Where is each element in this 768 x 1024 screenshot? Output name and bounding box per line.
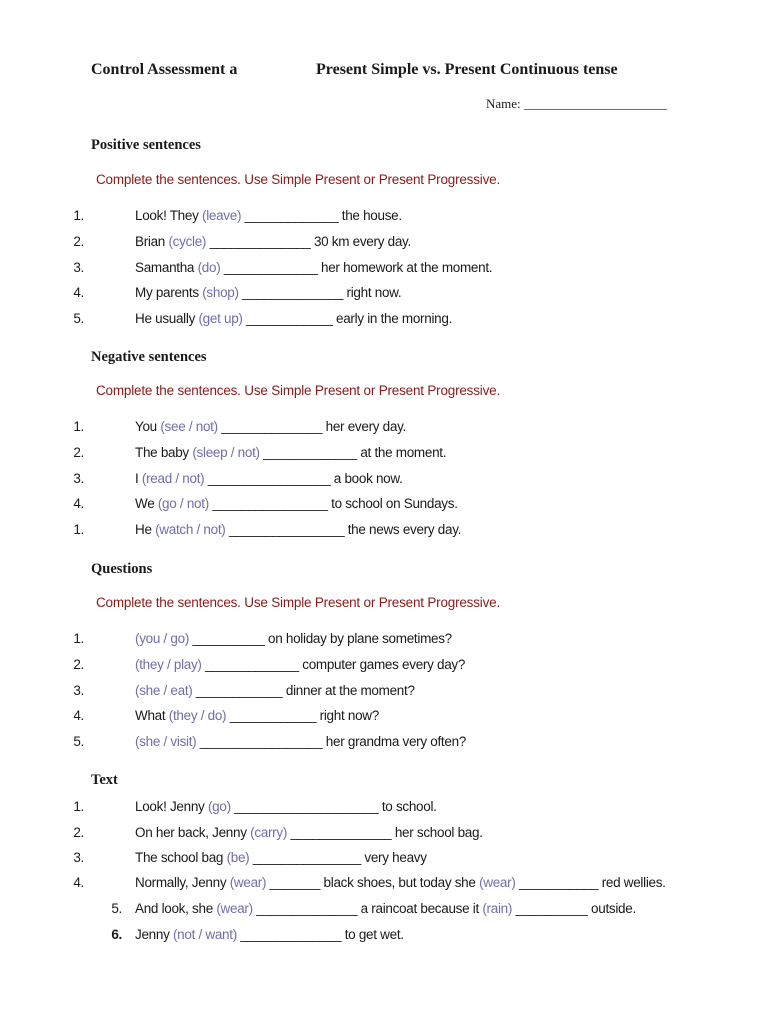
section-heading-positive: Positive sentences xyxy=(91,137,201,153)
exercise-item xyxy=(0,234,768,254)
text-exercise-item xyxy=(0,799,768,819)
sentence-text: __________ outside. xyxy=(512,901,636,916)
item-sentence xyxy=(135,657,465,672)
sentence-text: My parents xyxy=(135,285,203,301)
exercise-item xyxy=(0,471,768,491)
sentence-text: ____________ early in the morning. xyxy=(242,311,453,327)
verb-hint: (wear) xyxy=(216,901,253,916)
item-sentence xyxy=(135,260,492,275)
sentence-text: Samantha xyxy=(135,259,198,275)
verb-hint: (watch / not) xyxy=(155,522,226,538)
verb-hint: (go) xyxy=(207,799,231,814)
worksheet-topic-title: Present Simple vs. Present Continuous tense xyxy=(316,61,618,78)
sentence-text: ________________ to school on Sundays. xyxy=(208,496,458,512)
exercise-item xyxy=(0,285,768,305)
sentence-text: Look! Jenny xyxy=(135,799,208,814)
sentence-text: Normally, Jenny xyxy=(135,875,230,890)
item-sentence xyxy=(135,927,404,942)
sentence-text: _______________ very heavy xyxy=(249,850,427,865)
item-sentence xyxy=(135,311,452,326)
item-sentence xyxy=(135,734,466,749)
item-sentence xyxy=(135,850,427,865)
item-number: 6. xyxy=(111,927,122,942)
exercise-item xyxy=(0,734,768,754)
verb-hint: (do) xyxy=(197,259,221,275)
verb-hint: (not / want) xyxy=(172,927,237,942)
item-sentence xyxy=(135,522,461,537)
sentence-text: ____________________ to school. xyxy=(230,799,437,814)
text-exercise-item xyxy=(0,901,768,921)
item-sentence xyxy=(135,708,379,723)
item-number: 1. xyxy=(73,419,84,434)
section-heading-text: Text xyxy=(91,772,118,788)
instruction-negative: Complete the sentences. Use Simple Present or Present Progressive. xyxy=(96,383,500,398)
verb-hint: (rain) xyxy=(482,901,513,916)
item-sentence xyxy=(135,285,401,300)
verb-hint: (you / go) xyxy=(135,631,190,646)
verb-hint: (leave) xyxy=(202,208,242,223)
exercise-item xyxy=(0,496,768,516)
section-heading-questions: Questions xyxy=(91,561,153,577)
sentence-text: __________ on holiday by plane sometimes? xyxy=(189,631,452,646)
text-exercise-item xyxy=(0,875,768,895)
sentence-text: _______ black shoes, but today she xyxy=(266,875,480,890)
item-number: 5. xyxy=(73,734,84,750)
exercise-item xyxy=(0,208,768,228)
sentence-text: _____________ at the moment. xyxy=(259,444,447,460)
verb-hint: (get up) xyxy=(198,311,243,327)
item-number: 2. xyxy=(73,656,84,672)
exercise-item xyxy=(0,445,768,465)
sentence-text: And look, she xyxy=(135,901,217,916)
item-number: 4. xyxy=(73,875,84,890)
item-number: 2. xyxy=(73,444,84,460)
verb-hint: (wear) xyxy=(229,875,267,890)
text-exercise-item xyxy=(0,850,768,870)
item-number: 2. xyxy=(73,233,84,249)
sentence-text: ________________ the news every day. xyxy=(225,522,462,538)
sentence-text: What xyxy=(135,708,169,724)
assessment-title: Control Assessment a xyxy=(91,61,238,78)
sentence-text: Jenny xyxy=(135,927,173,942)
sentence-text: _____________ computer games every day? xyxy=(201,656,466,672)
sentence-text: ___________ red wellies. xyxy=(515,875,666,890)
name-field-label: Name: ______________________ xyxy=(486,96,667,111)
item-sentence xyxy=(135,471,403,486)
section-heading-negative: Negative sentences xyxy=(91,349,207,365)
item-number: 2. xyxy=(73,825,84,840)
item-sentence xyxy=(135,683,415,698)
sentence-text: _____________ her homework at the moment. xyxy=(220,259,493,275)
sentence-text: The baby xyxy=(135,444,193,460)
text-exercise-item xyxy=(0,825,768,845)
item-number: 1. xyxy=(73,631,84,646)
verb-hint: (cycle) xyxy=(168,233,207,249)
sentence-text: ______________ to get wet. xyxy=(236,927,404,942)
sentence-text: ______________ her every day. xyxy=(217,419,406,434)
sentence-text: ______________ a raincoat because it xyxy=(252,901,483,916)
sentence-text: ______________ her school bag. xyxy=(287,825,483,840)
sentence-text: ____________ right now? xyxy=(226,708,379,724)
verb-hint: (go / not) xyxy=(157,496,209,512)
item-number: 3. xyxy=(73,682,84,698)
item-sentence xyxy=(135,208,402,223)
verb-hint: (be) xyxy=(226,850,250,865)
item-number: 1. xyxy=(73,799,84,814)
sentence-text: On her back, Jenny xyxy=(135,825,251,840)
sentence-text: _________________ her grandma very often? xyxy=(196,734,466,750)
item-number: 1. xyxy=(73,522,84,538)
sentence-text: _________________ a book now. xyxy=(204,470,403,486)
item-number: 4. xyxy=(73,496,84,512)
item-number: 5. xyxy=(111,901,122,916)
verb-hint: (sleep / not) xyxy=(192,444,260,460)
sentence-text: The school bag xyxy=(135,850,227,865)
sentence-text: You xyxy=(135,419,161,434)
item-sentence xyxy=(135,234,411,249)
sentence-text: ____________ dinner at the moment? xyxy=(192,682,415,698)
item-sentence xyxy=(135,825,483,840)
verb-hint: (they / do) xyxy=(168,708,227,724)
exercise-item xyxy=(0,311,768,331)
item-sentence xyxy=(135,901,636,916)
sentence-text: Brian xyxy=(135,233,169,249)
item-sentence xyxy=(135,799,437,814)
sentence-text: I xyxy=(135,470,142,486)
exercise-item xyxy=(0,631,768,651)
sentence-text: _____________ the house. xyxy=(241,208,402,223)
exercise-item xyxy=(0,657,768,677)
item-sentence xyxy=(135,419,406,434)
sentence-text: ______________ 30 km every day. xyxy=(206,233,411,249)
sentence-text: Look! They xyxy=(135,208,202,223)
exercise-item xyxy=(0,260,768,280)
item-number: 3. xyxy=(73,470,84,486)
verb-hint: (read / not) xyxy=(141,470,205,486)
verb-hint: (she / eat) xyxy=(135,682,193,698)
item-number: 3. xyxy=(73,850,84,865)
item-sentence xyxy=(135,875,666,890)
item-number: 4. xyxy=(73,285,84,301)
sentence-text: He xyxy=(135,522,156,538)
instruction-questions: Complete the sentences. Use Simple Present or Present Progressive. xyxy=(96,595,500,610)
verb-hint: (she / visit) xyxy=(135,734,197,750)
verb-hint: (they / play) xyxy=(135,656,202,672)
sentence-text: We xyxy=(135,496,158,512)
sentence-text: ______________ right now. xyxy=(238,285,402,301)
verb-hint: (see / not) xyxy=(160,419,218,434)
item-number: 5. xyxy=(73,311,84,327)
verb-hint: (wear) xyxy=(479,875,516,890)
item-sentence xyxy=(135,445,446,460)
exercise-item xyxy=(0,522,768,542)
verb-hint: (carry) xyxy=(250,825,288,840)
text-exercise-item xyxy=(0,927,768,947)
item-number: 3. xyxy=(73,259,84,275)
item-sentence xyxy=(135,631,452,646)
verb-hint: (shop) xyxy=(202,285,239,301)
exercise-item xyxy=(0,708,768,728)
exercise-item xyxy=(0,683,768,703)
item-number: 4. xyxy=(73,708,84,724)
item-sentence xyxy=(135,496,458,511)
sentence-text: He usually xyxy=(135,311,199,327)
item-number: 1. xyxy=(73,208,84,223)
instruction-positive: Complete the sentences. Use Simple Present or Present Progressive. xyxy=(96,172,500,187)
exercise-item xyxy=(0,419,768,439)
